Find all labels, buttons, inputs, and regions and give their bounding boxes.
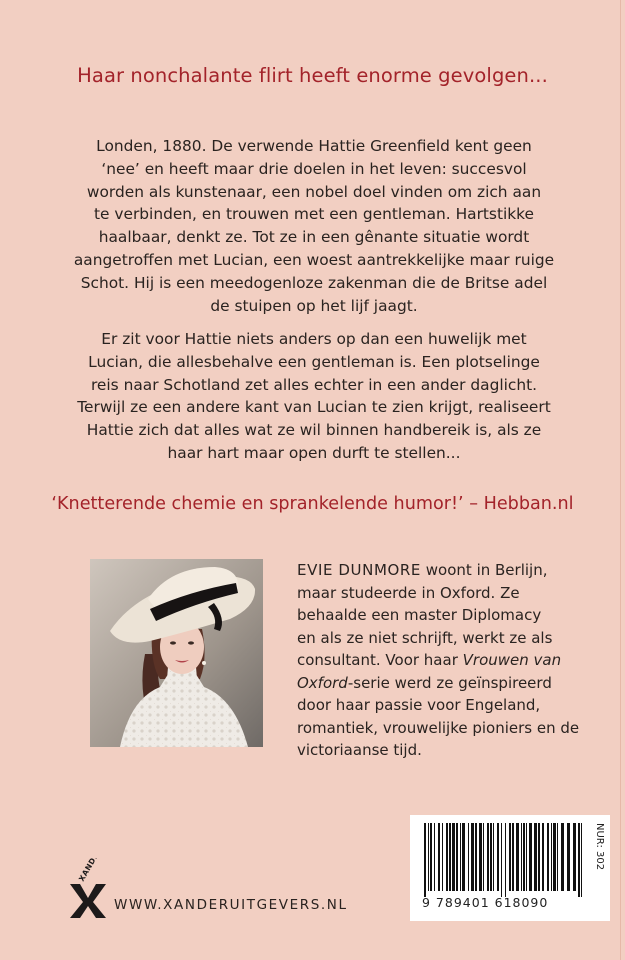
logo-text: XANDER bbox=[76, 858, 104, 883]
blurb-paragraph-2 bbox=[62, 328, 566, 465]
blurb-line: Er zit voor Hattie niets anders op dan een huwelijk met bbox=[101, 330, 527, 348]
blurb-line: haalbaar, denkt ze. Tot ze in een gênante situatie wordt bbox=[98, 228, 530, 247]
xander-logo bbox=[68, 858, 108, 918]
nur-code: NUR: 302 bbox=[594, 823, 605, 871]
blurb-line: reis naar Schotland zet alles echter in een ander daglicht. bbox=[90, 375, 538, 394]
blurb-line: Terwijl ze een andere kant van Lucian te zien krijgt, realiseert bbox=[77, 398, 551, 417]
blurb-line: Schot. Hij is een meedogenloze zakenman die de Britse adel bbox=[80, 273, 548, 292]
blurb-line: worden als kunstenaar, een nobel doel vinden om zich aan bbox=[86, 182, 542, 201]
tagline: Haar nonchalante flirt heeft enorme gevolgen... bbox=[77, 64, 548, 87]
bio-line: maar studeerde in Oxford. Ze bbox=[297, 583, 520, 602]
author-photo bbox=[90, 559, 263, 747]
blurb-line: te verbinden, en trouwen met een gentleman. Hartstikke bbox=[93, 205, 535, 224]
blurb-line: Lucian, die allesbehalve een gentleman is. Een plotselinge bbox=[88, 352, 540, 371]
bio-line bbox=[297, 559, 597, 582]
edge-line bbox=[620, 0, 621, 960]
author-name: EVIE DUNMORE bbox=[297, 561, 422, 579]
blurb-line: haar hart maar open durft te stellen... bbox=[167, 443, 461, 462]
isbn-number: 9 789401 618090 bbox=[422, 895, 549, 910]
blurb-line: de stuipen op het lijf jaagt. bbox=[210, 296, 418, 315]
publisher-website: WWW.XANDERUITGEVERS.NL bbox=[114, 897, 348, 913]
author-bio bbox=[297, 559, 597, 762]
series-title: Oxford bbox=[297, 673, 348, 692]
bio-line: romantiek, vrouwelijke pioniers en de bbox=[297, 718, 580, 737]
bio-line: door haar passie voor Engeland, bbox=[297, 696, 541, 714]
bio-line bbox=[297, 649, 597, 672]
blurb-line: aangetroffen met Lucian, een woest aantrekkelijke maar ruige bbox=[73, 250, 555, 269]
bio-line: behaalde een master Diplomacy bbox=[297, 606, 542, 624]
review-quote: ‘Knetterende chemie en sprankelende humor!’ – Hebban.nl bbox=[51, 494, 574, 514]
bio-line: victoriaanse tijd. bbox=[297, 741, 422, 759]
blurb-line: Londen, 1880. De verwende Hattie Greenfield kent geen bbox=[96, 137, 532, 155]
series-title: Vrouwen van bbox=[462, 651, 562, 669]
bio-line bbox=[297, 672, 597, 695]
blurb-line: ‘nee’ en heeft maar drie doelen in het leven: succesvol bbox=[101, 159, 527, 178]
bio-line: en als ze niet schrijft, werkt ze als bbox=[297, 628, 553, 647]
blurb-line: Hattie zich dat alles wat ze wil binnen handbereik is, als ze bbox=[86, 421, 542, 440]
bio-text: -serie werd ze geïnspireerd bbox=[347, 673, 552, 692]
blurb-paragraph-1 bbox=[62, 135, 566, 317]
bio-text: woont in Berlijn, bbox=[421, 561, 548, 579]
bio-text: consultant. Voor haar bbox=[297, 651, 463, 669]
barcode-bars bbox=[416, 821, 586, 897]
isbn-barcode bbox=[410, 815, 610, 921]
